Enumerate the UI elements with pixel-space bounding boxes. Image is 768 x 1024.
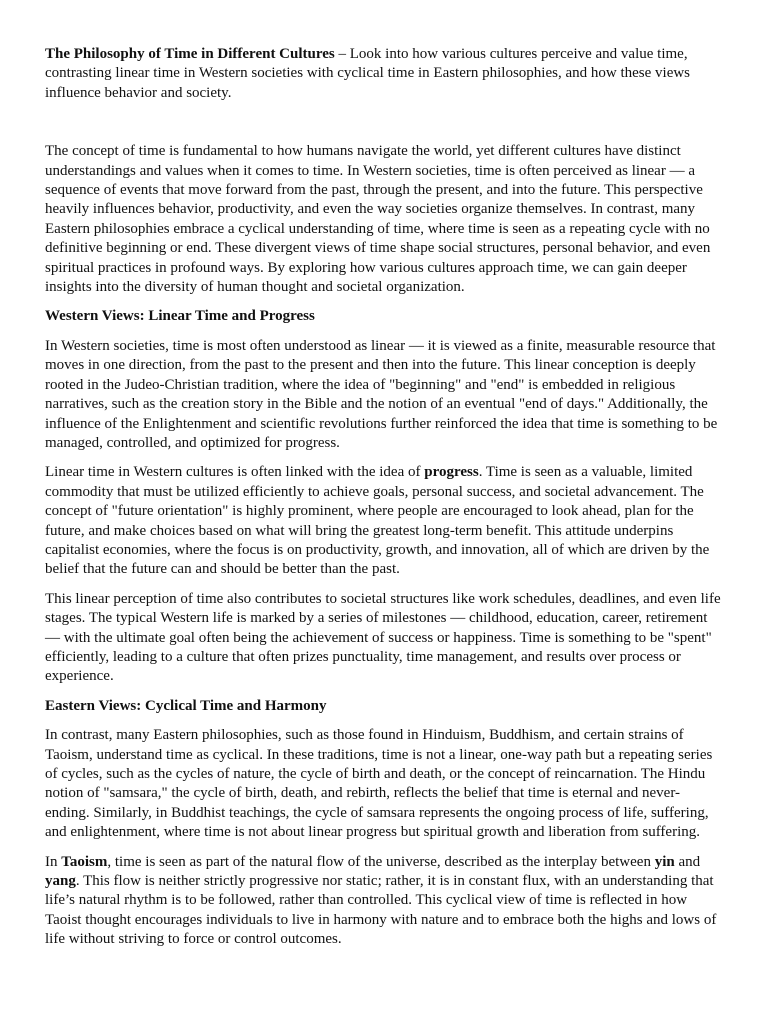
- eastern-p2-text-a: In: [45, 853, 62, 870]
- eastern-p2-text-b: , time is seen as part of the natural flow of the universe, described as the interplay between: [107, 853, 655, 870]
- progress-term: progress: [424, 464, 479, 481]
- eastern-paragraph-2: [45, 853, 723, 950]
- western-heading: Western Views: Linear Time and Progress: [45, 308, 315, 325]
- western-paragraph-2: [45, 463, 723, 579]
- document-title: The Philosophy of Time in Different Cultures: [45, 46, 335, 62]
- taoism-term: Taoism: [61, 853, 108, 870]
- yin-term: yin: [654, 853, 675, 870]
- western-p2-text-b: . Time is seen as a valuable, limited commodity that must be utilized efficiently to achieve goals, personal success, and societal advancement. The concept of "future orientation" is highly prominent, where people are encouraged to look ahead, plan for the future, and make choices based on what will bring the greatest long-term benefit. This attitude underpins capitalist economies, where the focus is on productivity, growth, and innovation, all of which are driven by the belief that the future can and should be better than the past.: [45, 464, 710, 578]
- western-paragraph-3: This linear perception of time also contributes to societal structures like work schedules, deadlines, and even life stages. The typical Western life is marked by a series of milestones — childhood, education, career, retirement — with the ultimate goal often being the achievement of success or happiness. Time is something to be "spent" efficiently, leading to a culture that often prizes punctuality, time management, and results over process or experience.: [45, 590, 721, 685]
- western-paragraph-1: In Western societies, time is most often understood as linear — it is viewed as a finite, measurable resource that moves in one direction, from the past to the present and then into the future. This linear conception is deeply rooted in the Judeo-Christian tradition, where the idea of "beginning" and "end" is embedded in religious narratives, such as the creation story in the Bible and the notion of an eventual "end of days." Additionally, the influence of the Enlightenment and scientific revolutions further reinforced the idea that time is something to be managed, controlled, and optimized for progress.: [45, 337, 718, 451]
- eastern-heading: Eastern Views: Cyclical Time and Harmony: [45, 697, 327, 714]
- intro-summary: Look into how various cultures perceive and value time, contrasting linear time in Western societies with cyclical time in Eastern philosophies, and how these views influence behavior and society.: [45, 46, 691, 101]
- eastern-paragraph-1: In contrast, many Eastern philosophies, such as those found in Hinduism, Buddhism, and certain strains of Taoism, understand time as cyclical. In these traditions, time is not a linear, one-way path but a repeating series of cycles, such as the cycles of nature, the cycle of birth and death, or the concept of reincarnation. The Hindu notion of "samsara," the cycle of birth, death, and rebirth, reflects the belief that time is eternal and never-ending. Similarly, in Buddhist teachings, the cycle of samsara represents the ongoing process of life, suffering, and enlightenment, where time is not about linear progress but spiritual growth and liberation from suffering.: [45, 727, 713, 841]
- western-p2-text-a: Linear time in Western cultures is often linked with the idea of: [45, 464, 425, 481]
- eastern-p2-text-c: and: [674, 853, 701, 870]
- eastern-p2-text-d: . This flow is neither strictly progressive nor static; rather, it is in constant flux, with an understanding that life’s natural rhythm is to be followed, rather than controlled. This cyclical view of time is reflected in how Taoist thought encourages individuals to live in harmony with nature and to embrace both the highs and lows of life without striving to force or control outcomes.: [45, 873, 717, 948]
- yang-term: yang: [45, 873, 76, 890]
- title-dash: –: [334, 46, 350, 62]
- intro-paragraph: [45, 45, 723, 103]
- overview-paragraph: The concept of time is fundamental to how humans navigate the world, yet different cultures have distinct understandings and values when it comes to time. In Western societies, time is often perceived as linear — a sequence of events that move forward from the past, through the present, and into the future. This perspective heavily influences behavior, productivity, and even the way societies organize themselves. In contrast, many Eastern philosophies embrace a cyclical understanding of time, where time is seen as a repeating cycle with no definitive beginning or end. These divergent views of time shape social structures, personal behavior, and even spiritual practices in profound ways. By exploring how various cultures approach time, we can gain deeper insights into the diversity of human thought and societal organization.: [45, 143, 711, 296]
